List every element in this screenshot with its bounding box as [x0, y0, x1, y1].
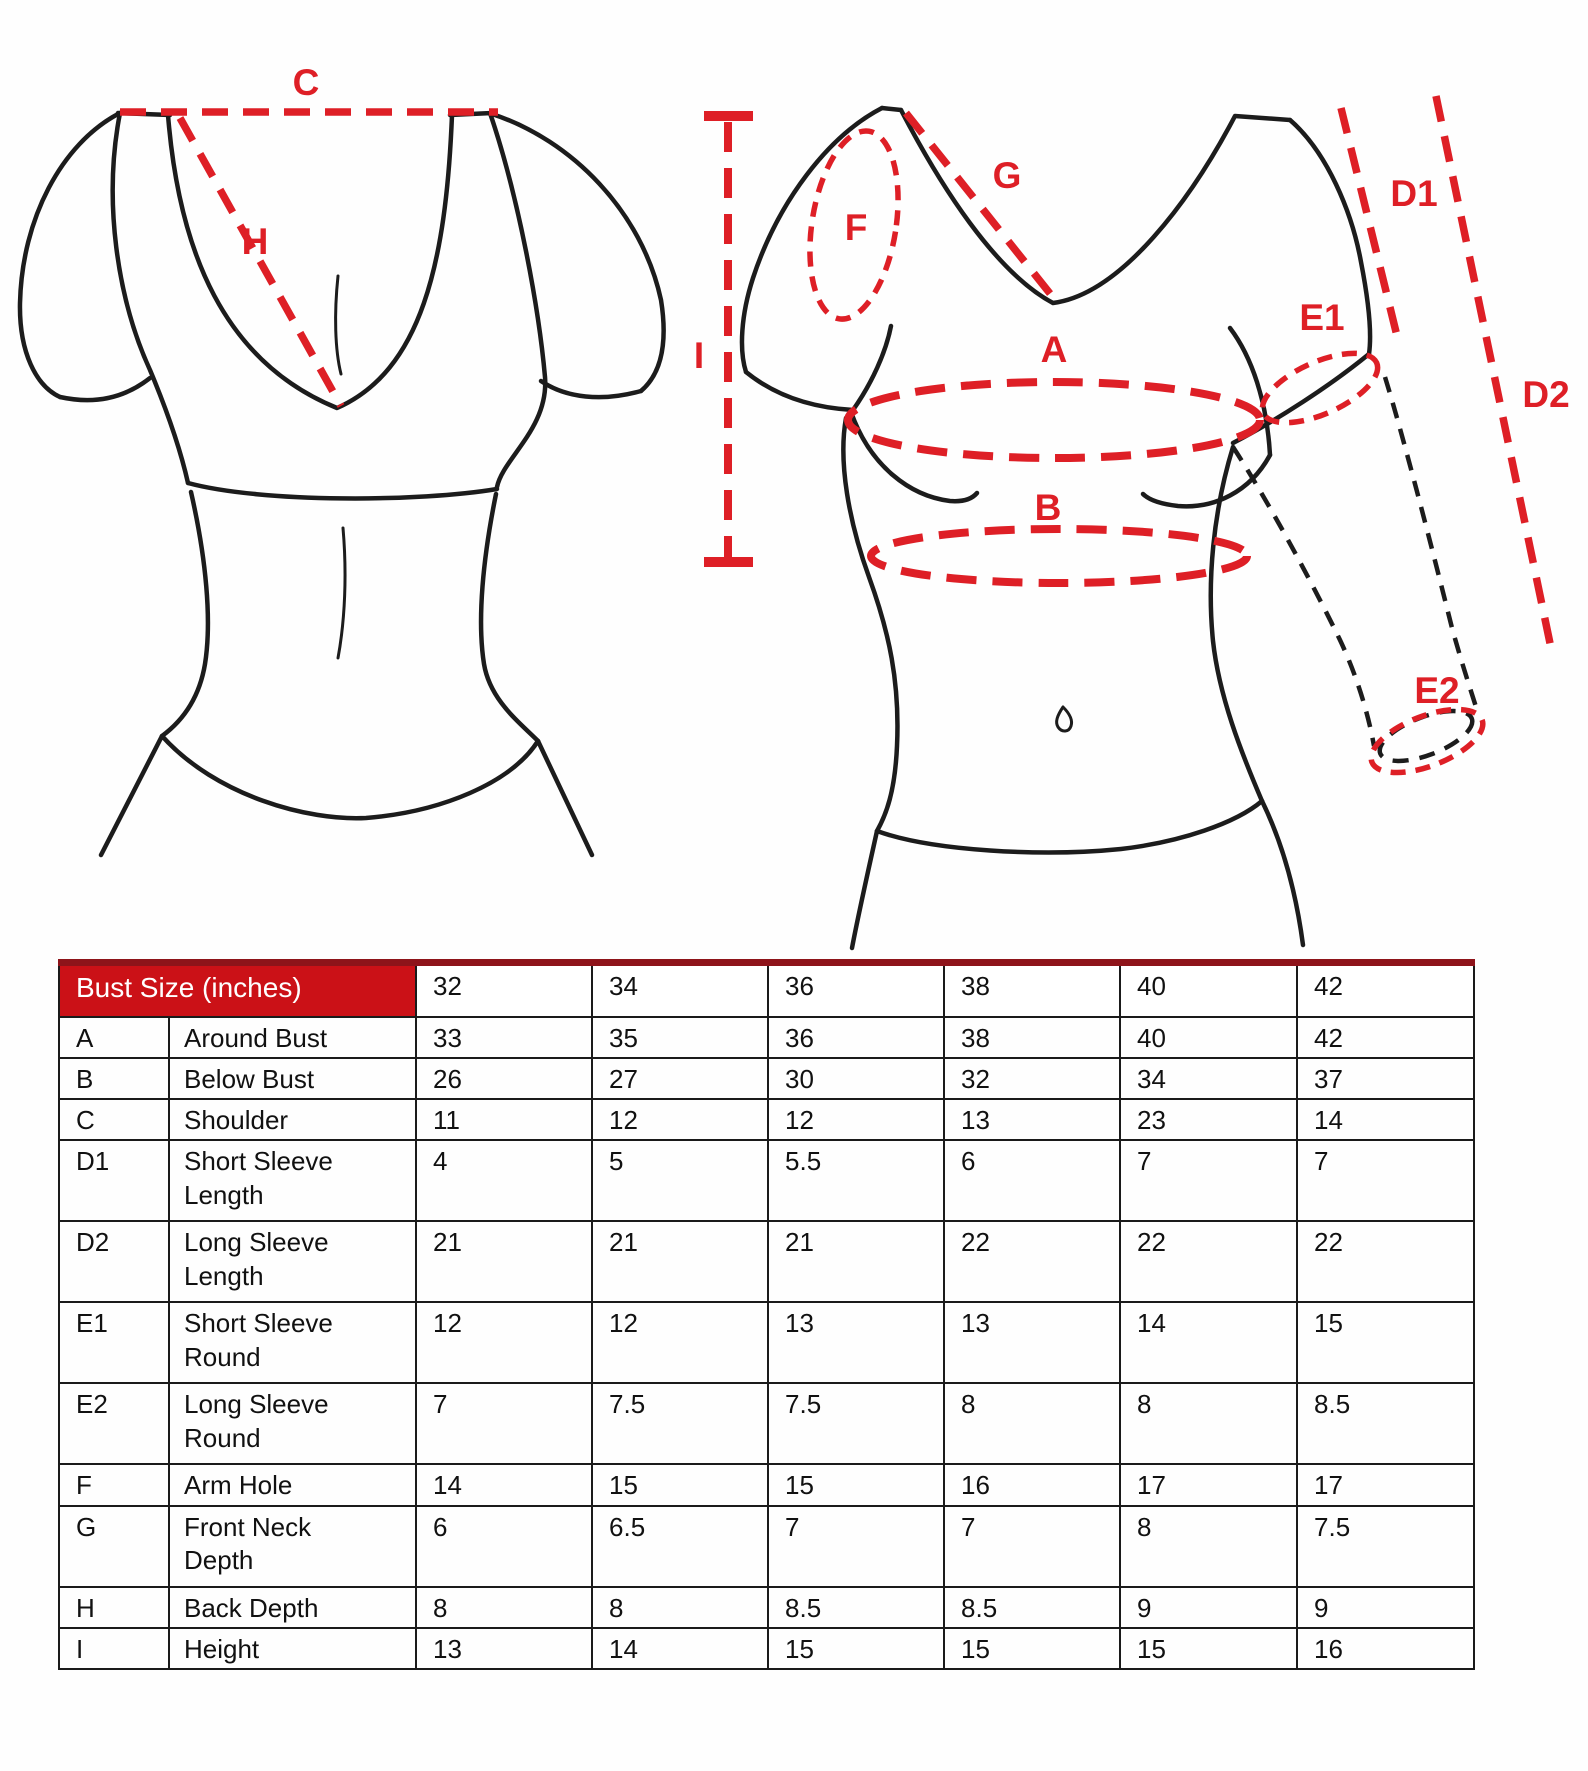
row-code: E1 — [59, 1302, 169, 1383]
back-left-waist-outline — [162, 492, 208, 736]
value-cell: 33 — [416, 1017, 592, 1058]
front-view-figure — [694, 96, 1570, 948]
front-left-torso-outline — [843, 418, 897, 831]
long-sleeve-right-edge — [1385, 377, 1476, 707]
back-left-sleeve-outline — [20, 114, 118, 397]
value-cell: 5 — [592, 1140, 768, 1221]
value-cell: 13 — [944, 1302, 1120, 1383]
value-cell: 5.5 — [768, 1140, 944, 1221]
back-view-figure — [20, 62, 664, 855]
value-cell: 36 — [768, 1017, 944, 1058]
back-right-skirt-line — [538, 741, 592, 855]
row-label: Long Sleeve Round — [169, 1383, 416, 1464]
table-row — [59, 1302, 1474, 1383]
value-cell: 8.5 — [944, 1587, 1120, 1628]
back-right-sleeve-hem — [541, 381, 641, 397]
value-cell: 9 — [1297, 1587, 1474, 1628]
value-cell: 15 — [1297, 1302, 1474, 1383]
value-cell: 23 — [1120, 1099, 1297, 1140]
size-col-header: 36 — [768, 963, 944, 1017]
value-cell: 7.5 — [768, 1383, 944, 1464]
value-cell: 12 — [416, 1302, 592, 1383]
value-cell: 13 — [944, 1099, 1120, 1140]
value-cell: 37 — [1297, 1058, 1474, 1099]
row-code: A — [59, 1017, 169, 1058]
bust-ellipse-A — [848, 382, 1260, 458]
value-cell: 27 — [592, 1058, 768, 1099]
back-center-seam-lower — [338, 528, 345, 658]
value-cell: 21 — [768, 1221, 944, 1302]
front-left-sleeve-hem — [746, 372, 853, 410]
table-row — [59, 1628, 1474, 1669]
size-col-header: 42 — [1297, 963, 1474, 1017]
value-cell: 7.5 — [592, 1383, 768, 1464]
table-row — [59, 1058, 1474, 1099]
value-cell: 8 — [416, 1587, 592, 1628]
row-label: Front Neck Depth — [169, 1506, 416, 1587]
value-cell: 7 — [416, 1383, 592, 1464]
back-depth-line-H — [180, 118, 341, 406]
size-chart-table — [58, 959, 1475, 1670]
value-cell: 13 — [768, 1302, 944, 1383]
table-row — [59, 1587, 1474, 1628]
value-cell: 6 — [416, 1506, 592, 1587]
navel-mark — [1057, 707, 1072, 731]
table-header-row — [59, 963, 1474, 1017]
value-cell: 4 — [416, 1140, 592, 1221]
value-cell: 7.5 — [1297, 1506, 1474, 1587]
value-cell: 6 — [944, 1140, 1120, 1221]
table-row — [59, 1099, 1474, 1140]
table-row — [59, 1221, 1474, 1302]
value-cell: 22 — [1120, 1221, 1297, 1302]
value-cell: 14 — [592, 1628, 768, 1669]
value-cell: 14 — [1297, 1099, 1474, 1140]
back-right-sleeve-outline — [492, 114, 664, 391]
value-cell: 34 — [1120, 1058, 1297, 1099]
back-right-side-outline — [490, 113, 545, 487]
value-cell: 8.5 — [1297, 1383, 1474, 1464]
table-row — [59, 1506, 1474, 1587]
label-A: A — [1040, 329, 1068, 370]
value-cell: 16 — [944, 1464, 1120, 1505]
value-cell: 8 — [944, 1383, 1120, 1464]
value-cell: 35 — [592, 1017, 768, 1058]
size-col-header: 38 — [944, 963, 1120, 1017]
back-center-seam-upper — [336, 276, 341, 374]
row-code: G — [59, 1506, 169, 1587]
value-cell: 15 — [1120, 1628, 1297, 1669]
value-cell: 8 — [592, 1587, 768, 1628]
value-cell: 40 — [1120, 1017, 1297, 1058]
front-right-torso-outline — [1211, 447, 1262, 801]
row-code: H — [59, 1587, 169, 1628]
row-code: E2 — [59, 1383, 169, 1464]
table-row — [59, 1017, 1474, 1058]
row-code: I — [59, 1628, 169, 1669]
value-cell: 8 — [1120, 1506, 1297, 1587]
value-cell: 14 — [416, 1464, 592, 1505]
label-C: C — [292, 62, 320, 103]
back-scoop-outline — [168, 115, 452, 408]
label-E1: E1 — [1299, 297, 1345, 338]
row-code: D2 — [59, 1221, 169, 1302]
size-chart-section — [58, 959, 1474, 1670]
value-cell: 17 — [1120, 1464, 1297, 1505]
value-cell: 38 — [944, 1017, 1120, 1058]
label-E2: E2 — [1414, 670, 1460, 711]
row-label: Short Sleeve Round — [169, 1302, 416, 1383]
row-label: Height — [169, 1628, 416, 1669]
row-label: Back Depth — [169, 1587, 416, 1628]
value-cell: 11 — [416, 1099, 592, 1140]
label-B: B — [1034, 487, 1062, 528]
row-label: Arm Hole — [169, 1464, 416, 1505]
value-cell: 8 — [1120, 1383, 1297, 1464]
value-cell: 14 — [1120, 1302, 1297, 1383]
value-cell: 12 — [768, 1099, 944, 1140]
value-cell: 16 — [1297, 1628, 1474, 1669]
value-cell: 8.5 — [768, 1587, 944, 1628]
row-label: Short Sleeve Length — [169, 1140, 416, 1221]
value-cell: 32 — [944, 1058, 1120, 1099]
bust-size-header: Bust Size (inches) — [59, 963, 416, 1017]
value-cell: 7 — [768, 1506, 944, 1587]
value-cell: 15 — [768, 1628, 944, 1669]
value-cell: 12 — [592, 1302, 768, 1383]
front-left-lower-line — [852, 831, 877, 948]
value-cell: 7 — [1297, 1140, 1474, 1221]
back-band-line — [188, 483, 497, 498]
front-left-shoulder-line — [882, 108, 901, 110]
table-row — [59, 1383, 1474, 1464]
value-cell: 15 — [768, 1464, 944, 1505]
label-I: I — [693, 335, 705, 376]
label-H: H — [241, 221, 269, 262]
label-D2: D2 — [1522, 374, 1570, 415]
label-G: G — [992, 155, 1022, 196]
back-right-waist-outline — [481, 494, 538, 741]
value-cell: 22 — [944, 1221, 1120, 1302]
value-cell: 12 — [592, 1099, 768, 1140]
row-label: Around Bust — [169, 1017, 416, 1058]
front-left-bust-curve — [851, 412, 977, 501]
below-bust-ellipse-B — [871, 529, 1247, 583]
neck-depth-line-G — [906, 113, 1052, 296]
long-sleeve-left-edge — [1233, 447, 1374, 746]
size-col-header: 32 — [416, 963, 592, 1017]
long-sleeve-line-D2 — [1436, 96, 1551, 648]
row-code: F — [59, 1464, 169, 1505]
value-cell: 15 — [944, 1628, 1120, 1669]
row-code: C — [59, 1099, 169, 1140]
value-cell: 21 — [416, 1221, 592, 1302]
back-left-sleeve-hem — [60, 378, 150, 400]
value-cell: 15 — [592, 1464, 768, 1505]
value-cell: 42 — [1297, 1017, 1474, 1058]
front-neckline — [901, 110, 1290, 303]
value-cell: 22 — [1297, 1221, 1474, 1302]
value-cell: 6.5 — [592, 1506, 768, 1587]
row-label: Long Sleeve Length — [169, 1221, 416, 1302]
size-col-header: 40 — [1120, 963, 1297, 1017]
back-left-side-outline — [113, 113, 188, 483]
table-row — [59, 1464, 1474, 1505]
back-left-skirt-line — [101, 736, 162, 855]
value-cell: 9 — [1120, 1587, 1297, 1628]
label-F: F — [844, 207, 868, 248]
label-D1: D1 — [1390, 173, 1438, 214]
table-row — [59, 1140, 1474, 1221]
value-cell: 7 — [944, 1506, 1120, 1587]
value-cell: 21 — [592, 1221, 768, 1302]
value-cell: 26 — [416, 1058, 592, 1099]
value-cell: 7 — [1120, 1140, 1297, 1221]
front-hip-curve — [877, 801, 1262, 852]
size-col-header: 34 — [592, 963, 768, 1017]
row-label: Shoulder — [169, 1099, 416, 1140]
value-cell: 30 — [768, 1058, 944, 1099]
front-right-lower-line — [1262, 801, 1303, 945]
value-cell: 13 — [416, 1628, 592, 1669]
row-code: B — [59, 1058, 169, 1099]
value-cell: 17 — [1297, 1464, 1474, 1505]
back-hip-curve — [162, 736, 538, 818]
row-code: D1 — [59, 1140, 169, 1221]
front-right-bust-curve — [1143, 455, 1270, 506]
row-label: Below Bust — [169, 1058, 416, 1099]
